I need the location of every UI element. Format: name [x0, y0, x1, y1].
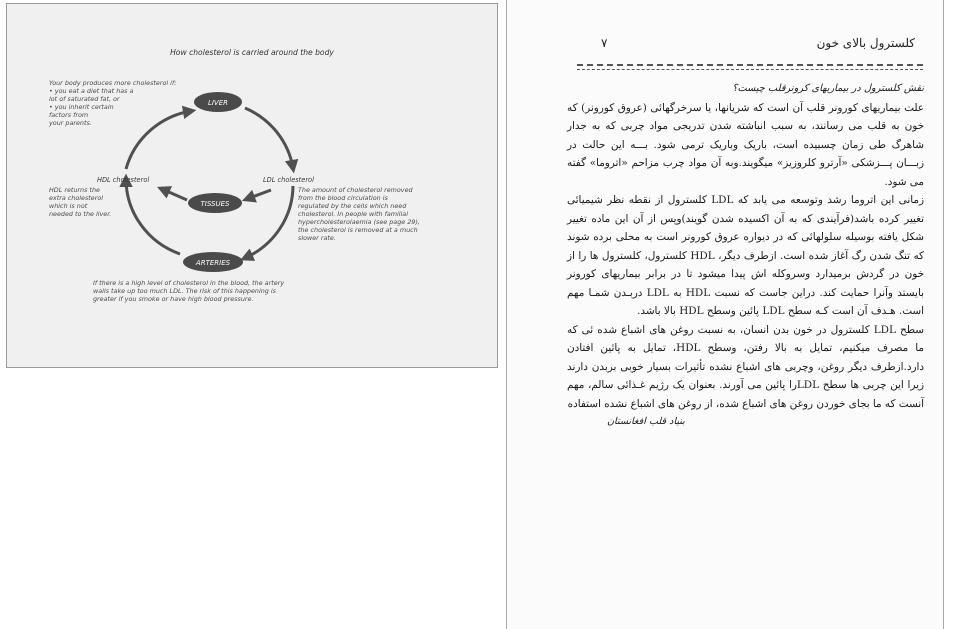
paragraph-1: علت بیماریهای کورونر قلب آن است که شریانها، یا سرخرگهائی (عروق کورونر) که خون به قلب می رسانند، به سبب انباشته شدن تدریجی مواد چربی که به جدار شاهرگ طی زمان چسبیده است، باریک وباریک ترمی شود. بـــه این حالت در زبـــان پـــزشکی «آرترو کلروزیز» میگویند.وبه آن مواد چرب مزاحم «اتروما» گفته می شود.	[567, 101, 924, 188]
tissues-node	[188, 193, 242, 213]
left-page-figure	[6, 3, 498, 368]
hdl-label: HDL cholesterol	[97, 176, 150, 184]
arrow-arteries-to-hdl	[126, 179, 180, 254]
page-header	[567, 34, 915, 54]
page-number: ۷	[601, 36, 608, 50]
paragraph-3: سطح LDL کلسترول در خون بدن انسان، به نسبت روغن های اشباع شده ئی که ما مصرف میکنیم، تمایل به بالا رفتن، وسطح HDL، تمایل به پائین افتادن دارد.ازطرف دیگر روغن، وچربی های اشباع نشده تأثیرات بسیار خوبی بربدن دارند زیرا این چربی ها سطح LDLرا پائین می آورند. بعنوان یک رژیم غـذائی سالم، مهم آنست که ما بجای خوردن روغن های اشباع شده، از روغن های اشباع نشده استفاده	[567, 323, 925, 410]
signature: بنیاد قلب افغانستان	[607, 416, 685, 427]
body-text	[567, 80, 924, 432]
arrow-liver-to-ldl	[245, 108, 293, 168]
arteries-node	[183, 252, 243, 272]
ldl-note: The amount of cholesterol removed from the blood circulation is regulated by the cells which need cholesterol. In people with familial hypercholesterolaemia (see page 29), the cholesterol is removed at a much slower rate.	[298, 186, 420, 242]
paragraph-2: زمانی این اتروما رشد وتوسعه می یابد که LDL کلسترول از نقطه نظر شیمیائی تغییر کرده باشد(فرآیندی که به آن اکسیده شدن گویند)وپس از آن این ماده تغییر شکل یافته بوسیله سلولهائی که در دیواره عروق کورونر است به محلی برده شوند که تنگ شدن رگ آغاز شده است. ازطرف دیگر، HDL کلسترول، کلسترول ها را از خون در گردش برمیدارد وسروکله اش پیدا میشود تا در برابر بیماریهای کورونر بایستد وآنرا حمایت کند. دراین جاست که نسبت HDL به LDL دربـدن شمـا مهم است. هـدف آن است کـه سطح LDL پائین وسطح HDL بالا باشد.	[567, 194, 924, 317]
liver-node	[194, 92, 242, 112]
liver-label: LIVER	[207, 99, 229, 107]
arrow-tissues-to-hdl	[162, 189, 187, 200]
header-divider	[577, 64, 923, 66]
tissues-label: TISSUES	[200, 200, 230, 208]
section-heading: نقش کلسترول در بیماریهای کرونرقلب چیست؟	[732, 83, 924, 94]
arteries-label: ARTERIES	[195, 259, 231, 267]
right-page-text	[506, 0, 944, 629]
top-note: Your body produces more cholesterol if: • you eat a diet that has a lot of saturated fat, or • you inherit certain factors from your parents.	[49, 79, 177, 127]
page-header-title: کلسترول بالای خون	[816, 36, 915, 50]
arrow-ldl-to-tissues	[247, 190, 271, 199]
bottom-note: If there is a high level of cholesterol in the blood, the artery walls take up too much LDL. The risk of this happening is greater if you smoke or have high blood pressure.	[93, 279, 285, 303]
hdl-note: HDL returns the extra cholesterol which is not needed to the liver.	[49, 186, 112, 218]
header-divider-thin	[577, 69, 923, 70]
figure-title: How cholesterol is carried around the body	[170, 48, 334, 57]
ldl-label: LDL cholesterol	[263, 176, 314, 184]
